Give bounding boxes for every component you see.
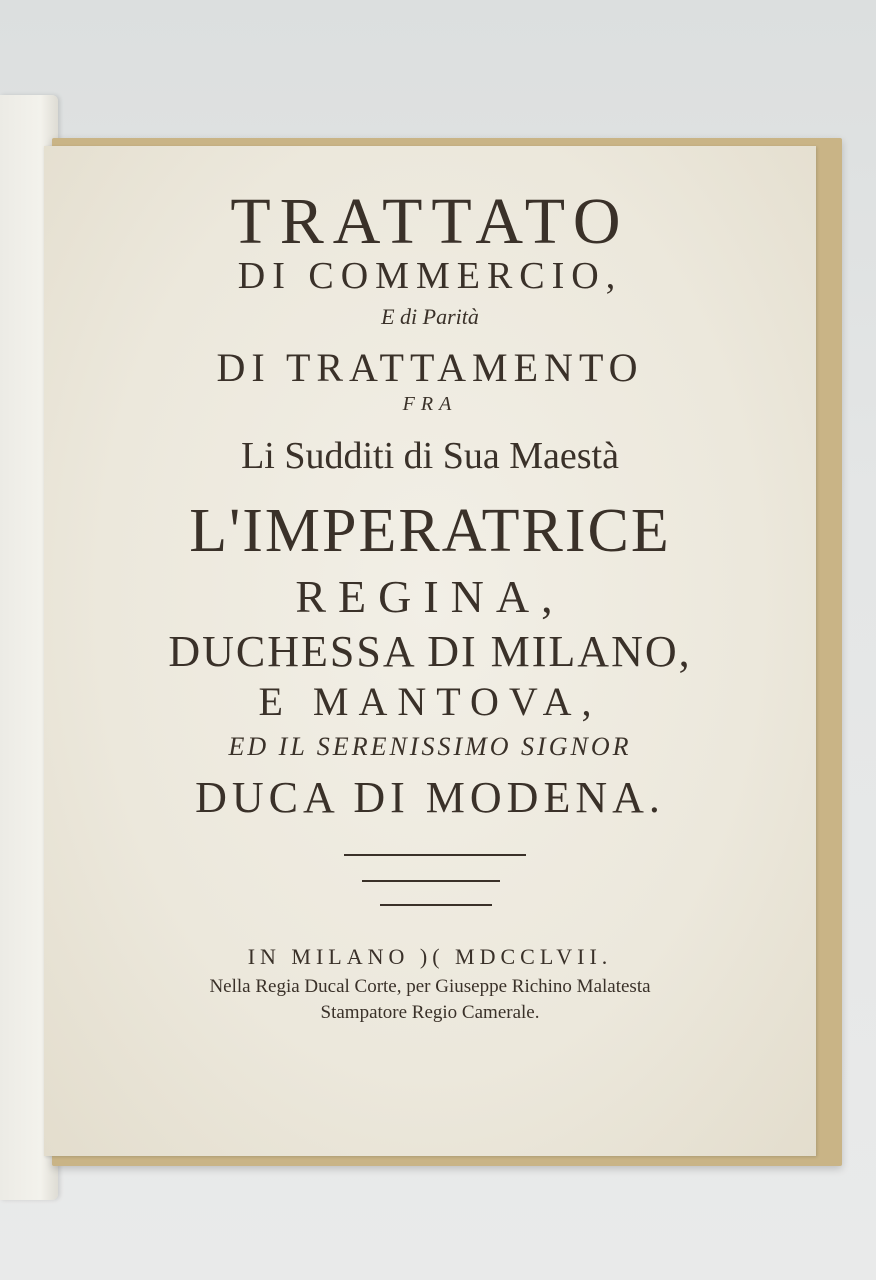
title-page [44,146,816,1156]
imprint-place-date: IN MILANO )( MDCCLVII. [247,944,613,969]
title-line-commercio: DI COMMERCIO, [237,255,623,297]
title-line-trattamento: DI TRATTAMENTO [216,345,644,390]
imprint-printer-line-2: Stampatore Regio Camerale. [320,1002,540,1023]
title-line-fra: FRA [402,393,458,415]
title-main: TRATTATO [230,185,630,258]
title-line-parita: E di Parità [381,304,479,329]
title-line-regina: REGINA, [295,571,565,622]
title-line-signor: ED IL SERENISSIMO SIGNOR [228,732,632,761]
imprint-printer-line-1: Nella Regia Ducal Corte, per Giuseppe Richino Malatesta [209,976,651,997]
title-line-imperatrice: L'IMPERATRICE [189,497,671,565]
decorative-rule-3 [380,904,492,906]
title-line-duchessa: DUCHESSA DI MILANO, [168,627,692,676]
decorative-rule-1 [344,854,526,856]
title-line-mantova: E MANTOVA, [258,679,602,724]
decorative-rule-2 [362,880,500,882]
title-line-sudditi: Li Sudditi di Sua Maestà [241,435,619,477]
title-line-modena: DUCA DI MODENA. [195,773,665,822]
